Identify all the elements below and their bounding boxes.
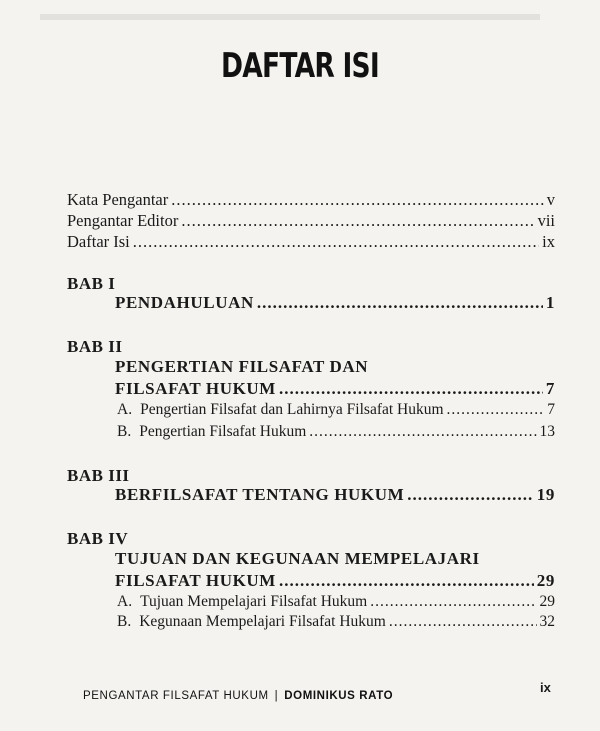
chapter-title-entry — [115, 571, 555, 591]
chapter-title-line: TUJUAN DAN KEGUNAAN MEMPELAJARI — [115, 549, 480, 568]
chapter-title-entry — [115, 379, 555, 399]
chapter-label: BAB IV — [67, 529, 129, 548]
leader-dots — [181, 211, 534, 231]
section-letter: B. — [117, 423, 132, 440]
section-label: Tujuan Mempelajari Filsafat Hukum — [140, 593, 368, 610]
footer-book-title: PENGANTAR FILSAFAT HUKUM — [83, 690, 269, 702]
chapter-title-entry — [115, 485, 555, 505]
section-entry — [117, 401, 555, 419]
section-page: 13 — [539, 423, 555, 440]
toc-entry-label: Daftar Isi — [67, 232, 130, 251]
chapter-title: PENDAHULUAN — [115, 293, 254, 312]
leader-dots — [133, 232, 539, 252]
leader-dots — [171, 190, 544, 210]
section-entry — [117, 593, 555, 611]
running-footer — [83, 690, 393, 702]
toc-entry-page: vii — [537, 211, 555, 230]
toc-entry — [67, 190, 555, 210]
toc-entry-page: ix — [542, 232, 555, 251]
chapter-title-line: PENGERTIAN FILSAFAT DAN — [115, 357, 369, 376]
chapter-label: BAB II — [67, 337, 123, 356]
leader-dots — [309, 423, 536, 441]
section-label: Pengertian Filsafat dan Lahirnya Filsafat Hukum — [140, 401, 444, 418]
toc-entry — [67, 211, 555, 231]
toc-entry-label: Pengantar Editor — [67, 211, 179, 230]
chapter-title: BERFILSAFAT TENTANG HUKUM — [115, 485, 405, 504]
chapter-page: 19 — [536, 485, 555, 504]
section-page: 32 — [539, 613, 555, 630]
chapter-title: FILSAFAT HUKUM — [115, 379, 276, 398]
section-letter: A. — [117, 593, 133, 610]
toc-entry-page: v — [546, 190, 555, 209]
footer-author: DOMINIKUS RATO — [284, 690, 394, 702]
section-letter: B. — [117, 613, 132, 630]
chapter-label: BAB III — [67, 466, 130, 485]
leader-dots — [257, 293, 543, 313]
chapter-page: 1 — [545, 293, 555, 312]
page-number: ix — [540, 680, 551, 695]
leader-dots — [447, 401, 545, 419]
chapter-page: 7 — [545, 379, 555, 398]
section-label: Kegunaan Mempelajari Filsafat Hukum — [139, 613, 386, 630]
chapter-title: FILSAFAT HUKUM — [115, 571, 276, 590]
section-entry — [117, 613, 555, 631]
section-label: Pengertian Filsafat Hukum — [139, 423, 307, 440]
chapter-title-entry — [115, 293, 555, 313]
leader-dots — [279, 571, 534, 591]
leader-dots — [279, 379, 543, 399]
chapter-label: BAB I — [67, 274, 116, 293]
leader-dots — [407, 485, 534, 505]
section-page: 7 — [547, 401, 555, 418]
show-through-decoration — [40, 14, 540, 30]
chapter-page: 29 — [536, 571, 555, 590]
section-entry — [117, 423, 555, 441]
leader-dots — [389, 613, 537, 631]
section-page: 29 — [539, 593, 555, 610]
footer-separator: | — [274, 690, 279, 702]
toc-entry-label: Kata Pengantar — [67, 190, 169, 209]
section-letter: A. — [117, 401, 133, 418]
page-title: DAFTAR ISI — [221, 46, 379, 86]
leader-dots — [370, 593, 536, 611]
toc-entry — [67, 232, 555, 252]
